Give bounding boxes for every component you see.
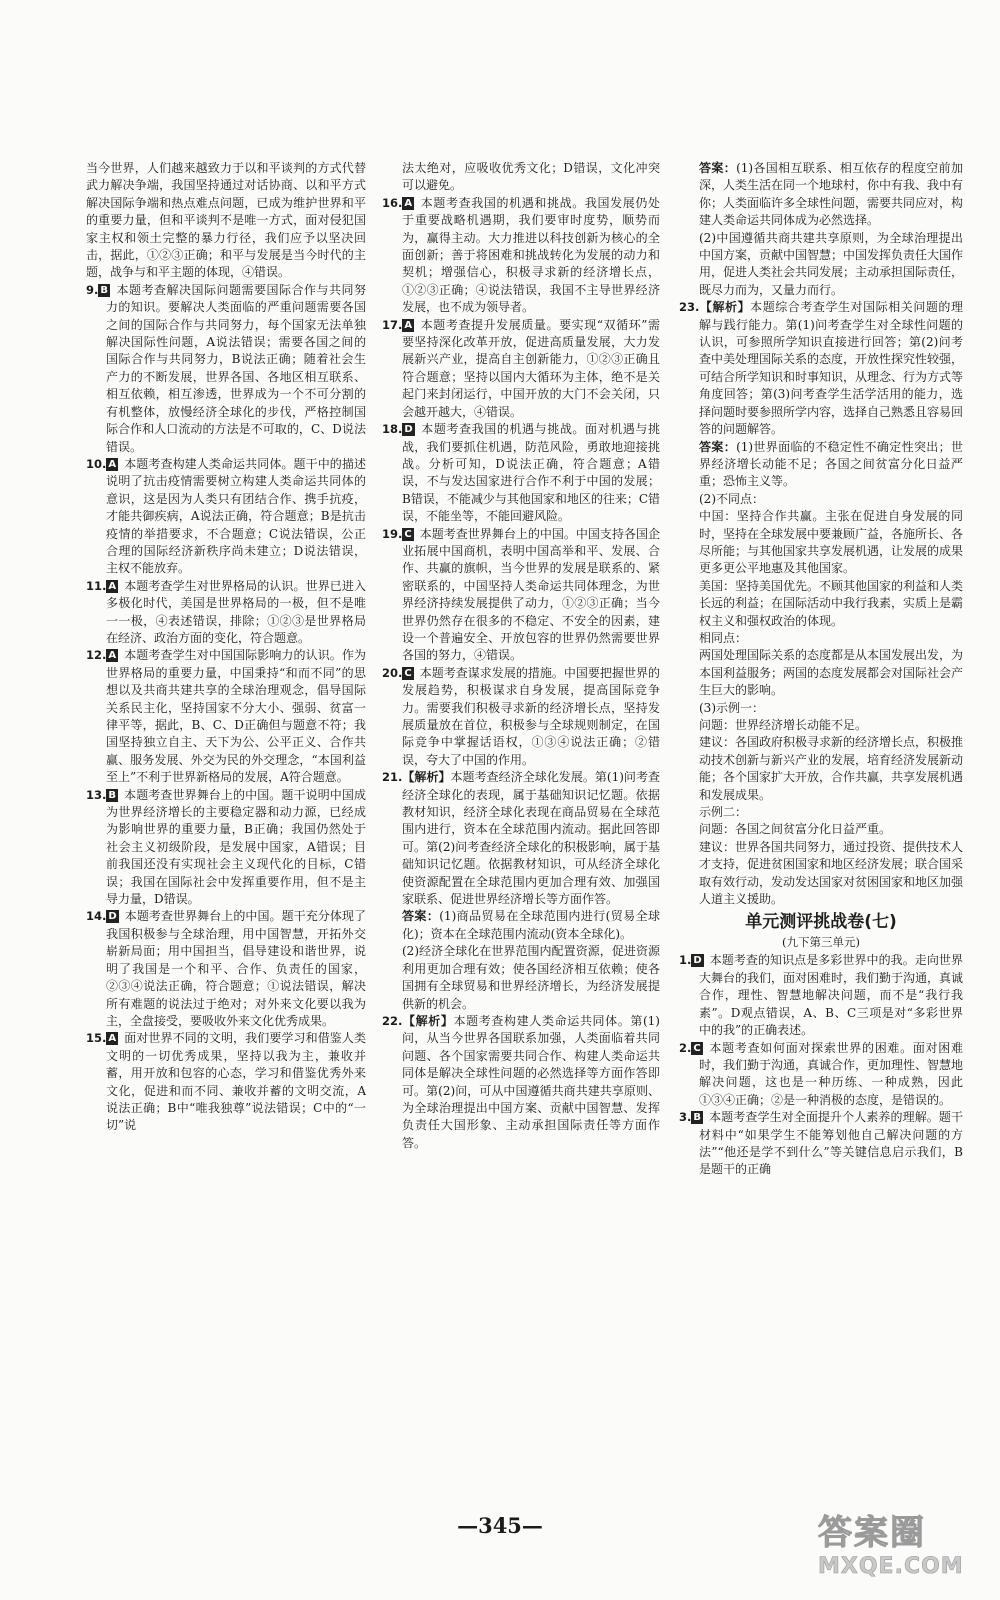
answer-item bbox=[382, 526, 660, 665]
question-number: 10. bbox=[86, 456, 107, 471]
answer-badge: A bbox=[108, 458, 117, 470]
item-text: 本题考查提升发展质量。要实现“双循环”需要坚持深化改革开放，促进高质量发展，大力发展新兴产业，提高自主创新能力，①②③正确且符合题意；坚持以国内大循环为主体，绝不是关起门来封闭运行，中国开放的大门不会关闭，只会越开越大，④错误。 bbox=[402, 317, 660, 419]
answer-item bbox=[679, 700, 963, 717]
answer-item bbox=[86, 456, 366, 578]
item-text: 建议：世界各国共同努力，通过投资、提供技术人才支持，促进贫困国家和地区经济发展；联合国采取有效行动，发动发达国家对贫困国家和地区加强人道主义援助。 bbox=[699, 839, 963, 907]
answer-tag: 答案： bbox=[699, 161, 737, 175]
question-number: 19. bbox=[382, 526, 403, 541]
answer-tag: 【解析】 bbox=[699, 300, 751, 315]
item-text: 本题综合考查学生对国际相关问题的理解与践行能力。第(1)问考查学生对全球性问题的认识，可参照所学知识直接进行回答；第(2)问考查中美处理国际关系的态度，开放性探究性较强，可结合所学知识和时事知识，从理念、行为方式等角度回答；第(3)问考查学生活学活用的能力，选择问题时要参照所学内容，选择自己熟悉且容易回答的问题解答。 bbox=[699, 300, 963, 437]
item-text: 问题：各国之间贫富分化日益严重。 bbox=[699, 822, 892, 837]
answer-item bbox=[679, 1040, 963, 1110]
answer-item bbox=[679, 578, 963, 630]
item-text: 本题考查的知识点是多彩世界中的我。走向世界大舞台的我们，面对困难时，我们勤于沟通，真诚合作，理性、智慧地解决问题，而不是“我行我素”。D观点错误，A、B、C三项是对“多彩世界中的我”的正确表述。 bbox=[699, 953, 963, 1038]
answer-item bbox=[679, 508, 963, 578]
answer-item bbox=[679, 630, 963, 647]
answer-item bbox=[679, 160, 963, 230]
answer-item bbox=[86, 647, 366, 786]
answer-badge: A bbox=[404, 319, 413, 331]
item-text: 相同点： bbox=[699, 630, 748, 645]
watermark-logo: 答案圈 bbox=[818, 1513, 926, 1553]
col1-items bbox=[86, 282, 366, 1135]
answer-item bbox=[679, 952, 963, 1039]
watermark bbox=[818, 1505, 978, 1587]
watermark-url: MXQE.COM bbox=[818, 1554, 964, 1579]
answer-item bbox=[679, 230, 963, 300]
item-text: (1)各国相互联系、相互依存的程度空前加深，人类生活在同一个地球村，你中有我、我中有你；人类面临许多全球性问题，需要共同应对，构建人类命运共同体成为必然选择。 bbox=[699, 161, 963, 228]
answer-item bbox=[679, 439, 963, 491]
question-number: 17. bbox=[382, 317, 403, 332]
question-number: 13. bbox=[86, 787, 107, 802]
column-left bbox=[86, 160, 366, 1505]
item-text: 本题考查构建人类命运共同体。第(1)问，从当今世界各国联系加强，人类面临着共同问题、各个国家需要共同合作、构建人类命运共同体是解决全球性问题的必然选择等方面作答即可。第(2)问，可从中国遵循共商共建共享原则、为全球治理提出中国方案、贡献中国智慧、发挥负责任大国形象、主动承担国际责任等方面作答。 bbox=[402, 1013, 660, 1150]
question-number: 12. bbox=[86, 648, 107, 663]
section-subtitle: (九下第三单元) bbox=[782, 935, 860, 950]
column-right bbox=[679, 160, 963, 1505]
col2-items bbox=[382, 195, 660, 1152]
answer-item bbox=[679, 491, 963, 508]
question-number: 14. bbox=[86, 909, 107, 924]
item-text: 本题考查经济全球化发展。第(1)问考查经济全球化的表现，属于基础知识记忆题。依据教材知识，经济全球化表现在商品贸易在全球范围内进行，资本在全球范围内流动。据此回答即可。第(2)问考查经济全球化的积极影响，属于基础知识记忆题。依据教材知识，可从经济全球化使资源配置在全球范围内更加合理有效、加强国家联系、促进世界经济增长等方面作答。 bbox=[402, 770, 660, 907]
answer-badge: D bbox=[693, 955, 702, 967]
question-number: 15. bbox=[86, 1031, 107, 1046]
answer-badge: C bbox=[404, 667, 412, 679]
answer-tag: 【解析】 bbox=[402, 770, 451, 785]
col3-items-2 bbox=[679, 952, 963, 1178]
question-number: 2. bbox=[679, 1040, 692, 1055]
question-number: 18. bbox=[382, 422, 403, 437]
item-text: 面对世界不同的文明，我们要学习和借鉴人类文明的一切优秀成果，坚持以我为主，兼收并蓄，用开放和包容的心态，学习和借鉴优秀外来文化，促进和而不同、兼收并蓄的文明交流，A说法正确；B中“唯我独尊”说法错误；C中的“一切”说 bbox=[106, 1031, 366, 1133]
answer-item bbox=[679, 734, 963, 804]
item-text: 示例二： bbox=[699, 805, 748, 820]
answer-item bbox=[382, 317, 660, 421]
question-number: 16. bbox=[382, 195, 403, 210]
answer-item bbox=[679, 804, 963, 821]
item-text: 本题考查世界舞台上的中国。题干充分体现了我国积极参与全球治理，用中国智慧，开拓外交崭新局面；用中国担当，倡导建设和谐世界，说明了我国是一个和平、合作、负责任的国家，②③④说法正确，符合题意；①说法错误，解决所有难题的说法过于绝对；对外来文化要以我为主，全盘接受，要吸收外来文化优秀成果。 bbox=[106, 909, 366, 1028]
item-text: 本题考查世界舞台上的中国。题干说明中国成为世界经济增长的主要稳定器和动力源，已经成为影响世界的重要力量，B正确；我国仍然处于社会主义初级阶段，是发展中国家，A错误；目前我国还没有实现社会主义现代化的目标，C错误；我国在国际社会中发挥重要作用，但不是主导力量，D错误。 bbox=[106, 787, 366, 907]
col1-intro: 当今世界，人们越来越致力于以和平谈判的方式代替武力解决争端，我国坚持通过对话协商、以和平方式解决国际争端和热点难点问题，已成为维护世界和平的重要力量，但和平谈判不是唯一方式，面对侵犯国家主权和领土完整的暴力行径，我们应予以坚决回击，据此，①②③正确；和平与发展是当今时代的主题，战争与和平主题的体现，④错误。 bbox=[86, 161, 366, 280]
question-number: 21. bbox=[382, 770, 403, 785]
item-text: 问题：世界经济增长动能不足。 bbox=[699, 718, 868, 732]
question-number: 23. bbox=[679, 300, 700, 315]
item-text: 本题考查构建人类命运共同体。题干中的描述说明了抗击疫情需要树立构建人类命运共同体的意识，这是因为人类只有团结合作、携手抗疫，才能共御疾病，A说法正确，符合题意；B是抗击疫情的举措要求，不合题意；C说法错误，公正合理的国际经济新秩序尚未建立；D说法错误，主权不能放弃。 bbox=[106, 456, 366, 576]
answer-item bbox=[382, 943, 660, 1013]
item-text: 本题考查学生对世界格局的认识。世界已进入多极化时代，美国是世界格局的一极，但不是唯一一极，④表述错误，排除；①②③是世界格局在经济、政治方面的变化，符合题意。 bbox=[106, 578, 366, 645]
answer-badge: B bbox=[693, 1112, 701, 1124]
answer-item bbox=[382, 195, 660, 317]
answer-item bbox=[679, 647, 963, 699]
item-text: (2)中国遵循共商共建共享原则，为全球治理提出中国方案，贡献中国智慧；中国发挥负责任大国作用，促进人类社会共同发展；主动承担国际责任，既尽力而为，又量力而行。 bbox=[699, 230, 963, 297]
question-number: 9. bbox=[86, 282, 99, 297]
answer-item bbox=[86, 787, 366, 909]
item-text: 本题考查谋求发展的措施。中国要把握世界的发展趋势，积极谋求自身发展，提高国际竞争力。需要我们积极寻求新的经济增长点，坚持发展质量放在首位，积极参与全球规则制定，在国际竞争中掌握话语权，①③④说法正确；②错误，夸大了中国的作用。 bbox=[402, 665, 660, 767]
item-text: 美国：坚持美国优先。不顾其他国家的利益和人类长远的利益；在国际活动中我行我素，实质上是霸权主义和强权政治的体现。 bbox=[699, 578, 963, 628]
question-number: 22. bbox=[382, 1013, 403, 1028]
page-number: —345— bbox=[457, 1513, 543, 1538]
answer-item bbox=[382, 769, 660, 908]
answer-badge: D bbox=[108, 911, 117, 923]
question-number: 1. bbox=[679, 953, 692, 968]
item-text: 中国：坚持合作共赢。主张在促进自身发展的同时，坚持在全球发展中要兼顾广益，各施所长、各尽所能；与其他国家共享发展机遇，让发展的成果更多更公平地惠及其他国家。 bbox=[699, 509, 963, 576]
answer-badge: A bbox=[404, 197, 413, 209]
answer-badge: D bbox=[404, 424, 413, 436]
question-number: 3. bbox=[679, 1110, 692, 1125]
answer-badge: B bbox=[100, 284, 108, 296]
answer-badge: C bbox=[693, 1042, 701, 1054]
item-text: (1)世界面临的不稳定性不确定性突出；世界经济增长动能不足；各国之间贫富分化日益严重；恐怖主义等。 bbox=[699, 439, 963, 489]
answer-badge: A bbox=[108, 1033, 117, 1045]
question-number: 11. bbox=[86, 578, 107, 593]
answer-badge: C bbox=[404, 528, 412, 540]
answer-tag: 答案： bbox=[699, 439, 737, 454]
answer-item bbox=[86, 908, 366, 1030]
answer-item bbox=[86, 282, 366, 456]
item-text: 本题考查学生对中国国际影响力的认识。作为世界格局的重要力量，中国秉持“和而不同”的思想以及共商共建共享的全球治理观念，倡导国际关系民主化，坚持国家不分大小、强弱、贫富一律平等，据此，B、C、D正确但与题意不符；我国坚持独立自主、天下为公、公平正义、合作共赢、服务发展、外交为民的外交理念，“本国利益至上”不利于世界新格局的发展，A符合题意。 bbox=[106, 648, 366, 785]
answer-item bbox=[679, 821, 963, 838]
answer-tag: 答案： bbox=[402, 909, 440, 924]
answer-badge: A bbox=[108, 650, 117, 662]
item-text: (3)示例一： bbox=[699, 700, 764, 715]
answer-item bbox=[679, 299, 963, 438]
answer-item bbox=[86, 1030, 366, 1134]
answer-item bbox=[382, 908, 660, 943]
answer-item bbox=[86, 578, 366, 648]
col2-intro: 法太绝对，应吸收优秀文化；D错误，文化冲突可以避免。 bbox=[402, 161, 660, 193]
answer-tag: 【解析】 bbox=[402, 1013, 454, 1028]
item-text: 本题考查如何面对探索世界的困难。面对困难时，我们勤于沟通，真诚合作，更加理性、智慧地解决问题，这也是一种历练、一种成熟，因此①③④正确；②是一种消极的态度，是错误的。 bbox=[699, 1040, 963, 1107]
section-title: 单元测评挑战卷(七) bbox=[745, 912, 897, 933]
answer-item bbox=[679, 1109, 963, 1179]
answer-item bbox=[679, 717, 963, 734]
question-number: 20. bbox=[382, 665, 403, 680]
answer-item bbox=[679, 839, 963, 909]
answer-item bbox=[382, 1013, 660, 1152]
item-text: 两国处理国际关系的态度都是从本国发展出发，为本国利益服务；两国的态度发展都会对国际社会产生巨大的影响。 bbox=[699, 648, 963, 698]
item-text: 本题考查我国的机遇与挑战。面对机遇与挑战，我们要抓住机遇，防范风险，勇敢地迎接挑战。分析可知，D说法正确，符合题意；A错误，不与发达国家进行合作不利于中国的发展；B错误，不能减少与其他国家和地区的往来；C错误，不能坐等，不能回避风险。 bbox=[402, 422, 660, 524]
item-text: 本题考查学生对全面提升个人素养的理解。题干材料中“如果学生不能筹划他自己解决问题的方法”“他还是学不到什么”等关键信息启示我们，B是题干的正确 bbox=[699, 1110, 963, 1177]
item-text: 本题考查我国的机遇和挑战。我国发展仍处于重要战略机遇期，我们要审时度势，顺势而为，赢得主动。大力推进以科技创新为核心的全面创新；善于将困难和挑战转化为发展的动力和契机；增强信心，积极寻求新的经济增长点，①②③正确；④说法错误，我国不主导世界经济发展，也不成为领导者。 bbox=[402, 195, 660, 315]
answer-badge: B bbox=[108, 789, 116, 801]
item-text: (2)不同点： bbox=[699, 491, 764, 506]
col3-items bbox=[679, 160, 963, 908]
answer-item bbox=[382, 421, 660, 525]
item-text: 本题考查解决国际问题需要国际合作与共同努力的知识。要解决人类面临的严重问题需要各国之间的国际合作与共同努力，每个国家无法单独解决国际性问题，A说法错误；需要各国之间的国际合作与共同努力，B说法正确；随着社会生产力的不断发展，世界各国、各地区相互联系、相互依赖，相互渗透，世界成为一个不可分割的有机整体，放慢经济全球化的步伐，严格控制国际合作和人口流动的方法是不可取的，C、D说法错误。 bbox=[106, 282, 366, 454]
answer-badge: A bbox=[108, 580, 117, 592]
answer-item bbox=[382, 665, 660, 769]
item-text: 建议：各国政府积极寻求新的经济增长点，积极推动技术创新与新兴产业的发展，培育经济发展新动能；各个国家扩大开放，合作共赢，共享发展机遇和发展成果。 bbox=[699, 735, 963, 802]
column-middle bbox=[382, 160, 660, 1505]
item-text: (1)商品贸易在全球范围内进行(贸易全球化)；资本在全球范围内流动(资本全球化)。 bbox=[402, 909, 660, 941]
item-text: (2)经济全球化在世界范围内配置资源，促进资源利用更加合理有效；使各国经济相互依赖；使各国拥有全球贸易和世界经济增长，为经济发展提供新的机会。 bbox=[402, 944, 660, 1011]
item-text: 本题考查世界舞台上的中国。中国支持各国企业拓展中国商机，表明中国高举和平、发展、合作、共赢的旗帜，当今世界的发展是联系的、紧密联系的，中国坚持人类命运共同体理念，为世界经济持续发展提供了动力，①②③正确；当今世界仍然存在很多的不稳定、不安全的因素，建设一个普遍安全、开放包容的世界仍然需要世界各国的努力，④错误。 bbox=[402, 526, 660, 663]
